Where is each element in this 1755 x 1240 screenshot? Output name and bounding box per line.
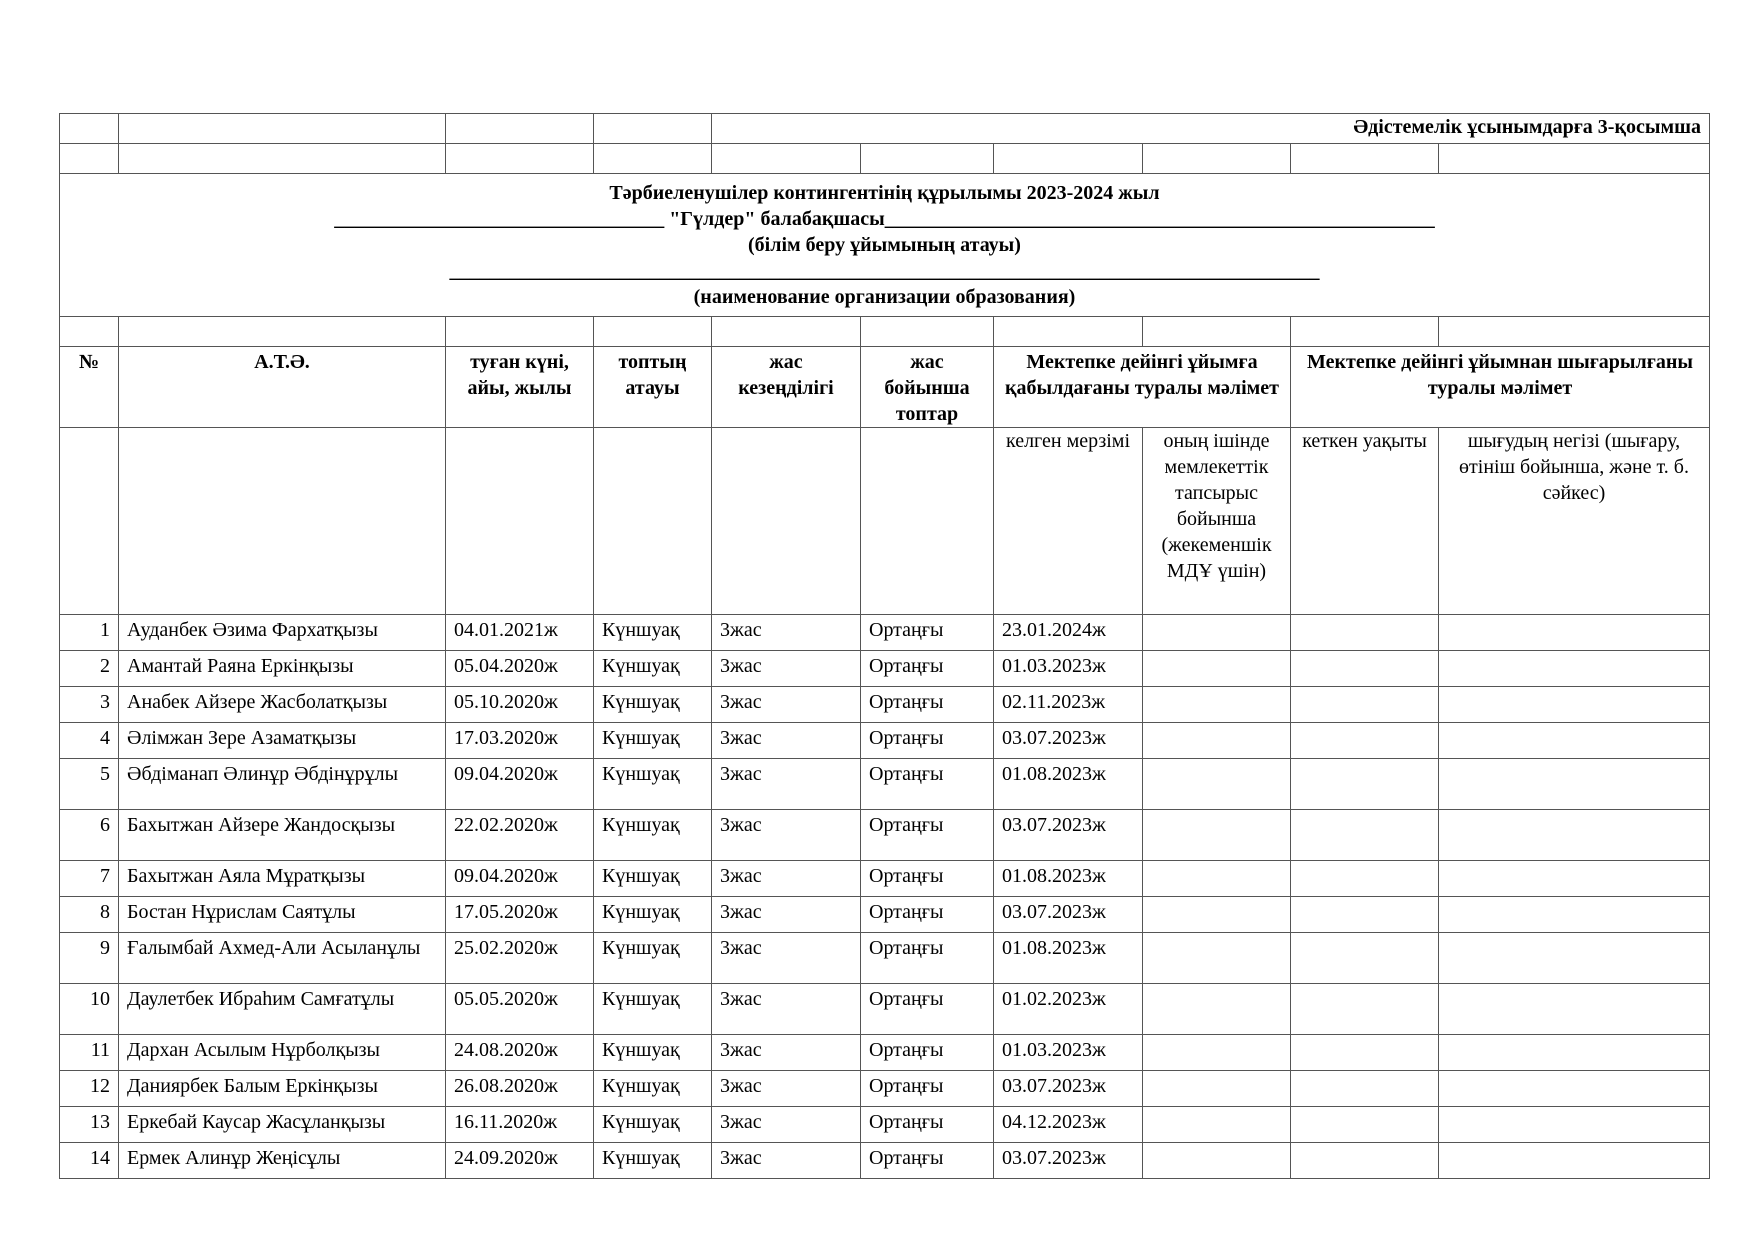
leave-reason bbox=[1439, 810, 1710, 861]
leave-reason bbox=[1439, 1107, 1710, 1143]
birth-date: 25.02.2020ж bbox=[446, 933, 594, 984]
age-group: Ортаңғы bbox=[861, 897, 994, 933]
appendix-label: Әдістемелік ұсынымдарға 3-қосымша bbox=[712, 114, 1710, 144]
table-row bbox=[60, 759, 1710, 810]
spacer-row-2 bbox=[60, 317, 1710, 347]
age-group: Ортаңғы bbox=[861, 810, 994, 861]
age-period: 3жас bbox=[712, 615, 861, 651]
leave-time bbox=[1291, 984, 1439, 1035]
group-name: Күншуақ bbox=[594, 984, 712, 1035]
age-group: Ортаңғы bbox=[861, 687, 994, 723]
arrival-date: 02.11.2023ж bbox=[994, 687, 1143, 723]
arrival-date: 23.01.2024ж bbox=[994, 615, 1143, 651]
age-period: 3жас bbox=[712, 897, 861, 933]
age-period: 3жас bbox=[712, 861, 861, 897]
organization-line: _________________________________ "Гүлдер" балабақшасы_______________________________________________________ bbox=[334, 208, 1435, 230]
row-number: 6 bbox=[60, 810, 119, 861]
table-row bbox=[60, 897, 1710, 933]
state-order bbox=[1143, 1035, 1291, 1071]
leave-time bbox=[1291, 651, 1439, 687]
group-name: Күншуақ bbox=[594, 861, 712, 897]
birth-date: 05.04.2020ж bbox=[446, 651, 594, 687]
child-name: Ермек Алинұр Жеңісұлы bbox=[119, 1143, 446, 1179]
child-name: Бахытжан Аяла Мұратқызы bbox=[119, 861, 446, 897]
leave-time bbox=[1291, 1143, 1439, 1179]
state-order bbox=[1143, 984, 1291, 1035]
table-row bbox=[60, 723, 1710, 759]
arrival-date: 01.03.2023ж bbox=[994, 1035, 1143, 1071]
birth-date: 09.04.2020ж bbox=[446, 759, 594, 810]
state-order bbox=[1143, 759, 1291, 810]
leave-time bbox=[1291, 933, 1439, 984]
table-row bbox=[60, 687, 1710, 723]
leave-time bbox=[1291, 723, 1439, 759]
state-order bbox=[1143, 1143, 1291, 1179]
state-order bbox=[1143, 1071, 1291, 1107]
table-row bbox=[60, 861, 1710, 897]
age-group: Ортаңғы bbox=[861, 861, 994, 897]
organization-caption-kz: (білім беру ұйымының атауы) bbox=[748, 234, 1021, 256]
group-name: Күншуақ bbox=[594, 651, 712, 687]
subheader-row bbox=[60, 428, 1710, 615]
header-name: А.Т.Ә. bbox=[119, 347, 446, 428]
table-row bbox=[60, 651, 1710, 687]
state-order bbox=[1143, 687, 1291, 723]
state-order bbox=[1143, 1107, 1291, 1143]
leave-reason bbox=[1439, 651, 1710, 687]
arrival-date: 01.08.2023ж bbox=[994, 861, 1143, 897]
group-name: Күншуақ bbox=[594, 1035, 712, 1071]
arrival-date: 03.07.2023ж bbox=[994, 1071, 1143, 1107]
table-row bbox=[60, 984, 1710, 1035]
arrival-date: 03.07.2023ж bbox=[994, 723, 1143, 759]
child-name: Амантай Раяна Еркінқызы bbox=[119, 651, 446, 687]
child-name: Ауданбек Әзима Фархатқызы bbox=[119, 615, 446, 651]
birth-date: 09.04.2020ж bbox=[446, 861, 594, 897]
group-name: Күншуақ bbox=[594, 1107, 712, 1143]
age-group: Ортаңғы bbox=[861, 723, 994, 759]
leave-reason bbox=[1439, 933, 1710, 984]
age-group: Ортаңғы bbox=[861, 615, 994, 651]
table-row bbox=[60, 1107, 1710, 1143]
age-group: Ортаңғы bbox=[861, 984, 994, 1035]
child-name: Әлімжан Зере Азаматқызы bbox=[119, 723, 446, 759]
header-group: топтың атауы bbox=[594, 347, 712, 428]
row-number: 10 bbox=[60, 984, 119, 1035]
leave-time bbox=[1291, 810, 1439, 861]
row-number: 12 bbox=[60, 1071, 119, 1107]
state-order bbox=[1143, 861, 1291, 897]
age-period: 3жас bbox=[712, 1143, 861, 1179]
group-name: Күншуақ bbox=[594, 1071, 712, 1107]
group-name: Күншуақ bbox=[594, 810, 712, 861]
child-name: Дархан Асылым Нұрболқызы bbox=[119, 1035, 446, 1071]
group-name: Күншуақ bbox=[594, 687, 712, 723]
row-number: 1 bbox=[60, 615, 119, 651]
header-leave-time: кеткен уақыты bbox=[1291, 428, 1439, 615]
row-number: 13 bbox=[60, 1107, 119, 1143]
birth-date: 16.11.2020ж bbox=[446, 1107, 594, 1143]
row-number: 7 bbox=[60, 861, 119, 897]
age-period: 3жас bbox=[712, 723, 861, 759]
leave-reason bbox=[1439, 984, 1710, 1035]
table-row bbox=[60, 1035, 1710, 1071]
appendix-row bbox=[60, 114, 1710, 144]
leave-time bbox=[1291, 1107, 1439, 1143]
header-age-period: жас кезеңділігі bbox=[712, 347, 861, 428]
birth-date: 17.05.2020ж bbox=[446, 897, 594, 933]
birth-date: 24.09.2020ж bbox=[446, 1143, 594, 1179]
table-row bbox=[60, 810, 1710, 861]
birth-date: 05.05.2020ж bbox=[446, 984, 594, 1035]
document-page bbox=[59, 113, 1709, 1179]
leave-reason bbox=[1439, 1035, 1710, 1071]
title-row bbox=[60, 174, 1710, 317]
group-name: Күншуақ bbox=[594, 759, 712, 810]
organization-caption-ru: (наименование организации образования) bbox=[693, 286, 1076, 308]
state-order bbox=[1143, 723, 1291, 759]
child-name: Анабек Айзере Жасболатқызы bbox=[119, 687, 446, 723]
row-number: 9 bbox=[60, 933, 119, 984]
header-admitted: Мектепке дейінгі ұйымға қабылдағаны туралы мәлімет bbox=[994, 347, 1291, 428]
arrival-date: 04.12.2023ж bbox=[994, 1107, 1143, 1143]
birth-date: 17.03.2020ж bbox=[446, 723, 594, 759]
age-group: Ортаңғы bbox=[861, 1071, 994, 1107]
child-name: Даниярбек Балым Еркінқызы bbox=[119, 1071, 446, 1107]
header-row bbox=[60, 347, 1710, 428]
birth-date: 22.02.2020ж bbox=[446, 810, 594, 861]
leave-reason bbox=[1439, 723, 1710, 759]
leave-reason bbox=[1439, 897, 1710, 933]
spacer-row bbox=[60, 144, 1710, 174]
birth-date: 26.08.2020ж bbox=[446, 1071, 594, 1107]
child-name: Бахытжан Айзере Жандосқызы bbox=[119, 810, 446, 861]
row-number: 11 bbox=[60, 1035, 119, 1071]
header-arrival-date: келген мерзімі bbox=[994, 428, 1143, 615]
child-name: Ғалымбай Ахмед-Али Асыланұлы bbox=[119, 933, 446, 984]
birth-date: 04.01.2021ж bbox=[446, 615, 594, 651]
organization-name: "Гүлдер" балабақшасы bbox=[669, 208, 885, 230]
state-order bbox=[1143, 933, 1291, 984]
leave-reason bbox=[1439, 615, 1710, 651]
age-period: 3жас bbox=[712, 984, 861, 1035]
row-number: 2 bbox=[60, 651, 119, 687]
age-period: 3жас bbox=[712, 1071, 861, 1107]
leave-time bbox=[1291, 1071, 1439, 1107]
age-period: 3жас bbox=[712, 651, 861, 687]
header-leave-reason: шығудың негізі (шығару, өтініш бойынша, және т. б. сәйкес) bbox=[1439, 428, 1710, 615]
arrival-date: 03.07.2023ж bbox=[994, 897, 1143, 933]
table-row bbox=[60, 933, 1710, 984]
header-left: Мектепке дейінгі ұйымнан шығарылғаны туралы мәлімет bbox=[1291, 347, 1710, 428]
row-number: 8 bbox=[60, 897, 119, 933]
age-group: Ортаңғы bbox=[861, 651, 994, 687]
leave-reason bbox=[1439, 1071, 1710, 1107]
leave-reason bbox=[1439, 687, 1710, 723]
age-group: Ортаңғы bbox=[861, 933, 994, 984]
age-period: 3жас bbox=[712, 759, 861, 810]
leave-time bbox=[1291, 897, 1439, 933]
header-age-group: жас бойынша топтар bbox=[861, 347, 994, 428]
arrival-date: 01.08.2023ж bbox=[994, 759, 1143, 810]
header-num: № bbox=[60, 347, 119, 428]
arrival-date: 03.07.2023ж bbox=[994, 810, 1143, 861]
row-number: 14 bbox=[60, 1143, 119, 1179]
age-period: 3жас bbox=[712, 1107, 861, 1143]
row-number: 5 bbox=[60, 759, 119, 810]
group-name: Күншуақ bbox=[594, 897, 712, 933]
arrival-date: 01.03.2023ж bbox=[994, 651, 1143, 687]
birth-date: 05.10.2020ж bbox=[446, 687, 594, 723]
table-row bbox=[60, 1143, 1710, 1179]
state-order bbox=[1143, 897, 1291, 933]
state-order bbox=[1143, 651, 1291, 687]
arrival-date: 03.07.2023ж bbox=[994, 1143, 1143, 1179]
group-name: Күншуақ bbox=[594, 1143, 712, 1179]
group-name: Күншуақ bbox=[594, 723, 712, 759]
group-name: Күншуақ bbox=[594, 933, 712, 984]
age-group: Ортаңғы bbox=[861, 1143, 994, 1179]
birth-date: 24.08.2020ж bbox=[446, 1035, 594, 1071]
leave-time bbox=[1291, 1035, 1439, 1071]
leave-time bbox=[1291, 759, 1439, 810]
age-period: 3жас bbox=[712, 810, 861, 861]
header-state-order: оның ішінде мемлекеттік тапсырыс бойынша (жекеменшік МДҰ үшін) bbox=[1143, 428, 1291, 615]
row-number: 3 bbox=[60, 687, 119, 723]
state-order bbox=[1143, 810, 1291, 861]
child-name: Еркебай Каусар Жасұланқызы bbox=[119, 1107, 446, 1143]
child-name: Әбдіманап Әлинұр Әбдінұрұлы bbox=[119, 759, 446, 810]
age-group: Ортаңғы bbox=[861, 1035, 994, 1071]
child-name: Бостан Нұрислам Саятұлы bbox=[119, 897, 446, 933]
contingent-table bbox=[59, 113, 1710, 1179]
leave-reason bbox=[1439, 861, 1710, 897]
row-number: 4 bbox=[60, 723, 119, 759]
arrival-date: 01.02.2023ж bbox=[994, 984, 1143, 1035]
table-row bbox=[60, 615, 1710, 651]
age-group: Ортаңғы bbox=[861, 759, 994, 810]
table-row bbox=[60, 1071, 1710, 1107]
organization-blank-line: _______________________________________________________________________________________ bbox=[449, 260, 1320, 282]
group-name: Күншуақ bbox=[594, 615, 712, 651]
leave-time bbox=[1291, 687, 1439, 723]
age-period: 3жас bbox=[712, 933, 861, 984]
leave-reason bbox=[1439, 1143, 1710, 1179]
arrival-date: 01.08.2023ж bbox=[994, 933, 1143, 984]
child-name: Даулетбек Ибраһим Самғатұлы bbox=[119, 984, 446, 1035]
age-group: Ортаңғы bbox=[861, 1107, 994, 1143]
leave-time bbox=[1291, 861, 1439, 897]
state-order bbox=[1143, 615, 1291, 651]
document-title: Тәрбиеленушілер контингентінің құрылымы 2023-2024 жыл bbox=[609, 182, 1160, 204]
age-period: 3жас bbox=[712, 687, 861, 723]
age-period: 3жас bbox=[712, 1035, 861, 1071]
header-birth: туған күні, айы, жылы bbox=[446, 347, 594, 428]
leave-reason bbox=[1439, 759, 1710, 810]
leave-time bbox=[1291, 615, 1439, 651]
